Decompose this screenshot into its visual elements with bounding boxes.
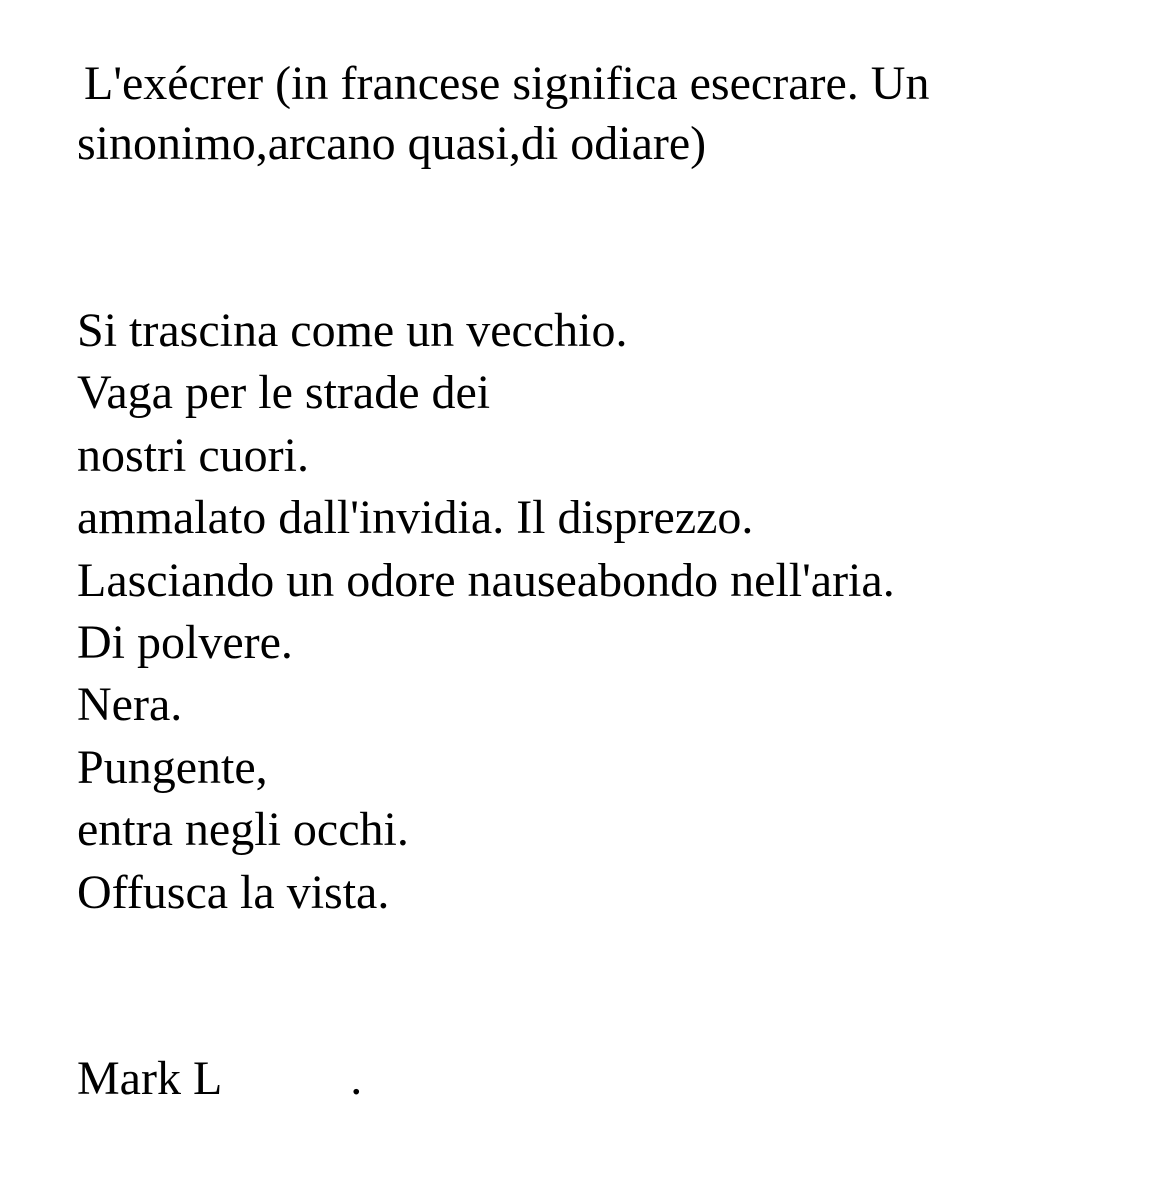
poem-line-7: Nera. [77,678,183,732]
poem-line-10: Offusca la vista. [77,865,390,919]
poem-line-1: Si trascina come un vecchio. [77,304,628,357]
poem-line-3: nostri cuori. [77,428,309,482]
author-signature [77,1049,362,1109]
poem-line-6: Di polvere. [77,615,293,669]
title-line-1: L'exécrer (in francese significa esecrare. Un [84,57,930,110]
poem-body [77,300,1117,924]
poem-title [77,54,1117,174]
poem-line-5: Lasciando un odore nauseabondo nell'aria. [77,553,895,607]
title-line-2: sinonimo,arcano quasi,di odiare) [77,117,707,170]
poem-line-9: entra negli occhi. [77,803,409,857]
poem-line-8: Pungente, [77,740,268,794]
poem-line-2: Vaga per le strade dei [77,366,491,420]
poem-line-4: ammalato dall'invidia. Il disprezzo. [77,491,754,545]
signature-period: . [350,1052,363,1105]
signature-name: Mark L [77,1052,223,1105]
